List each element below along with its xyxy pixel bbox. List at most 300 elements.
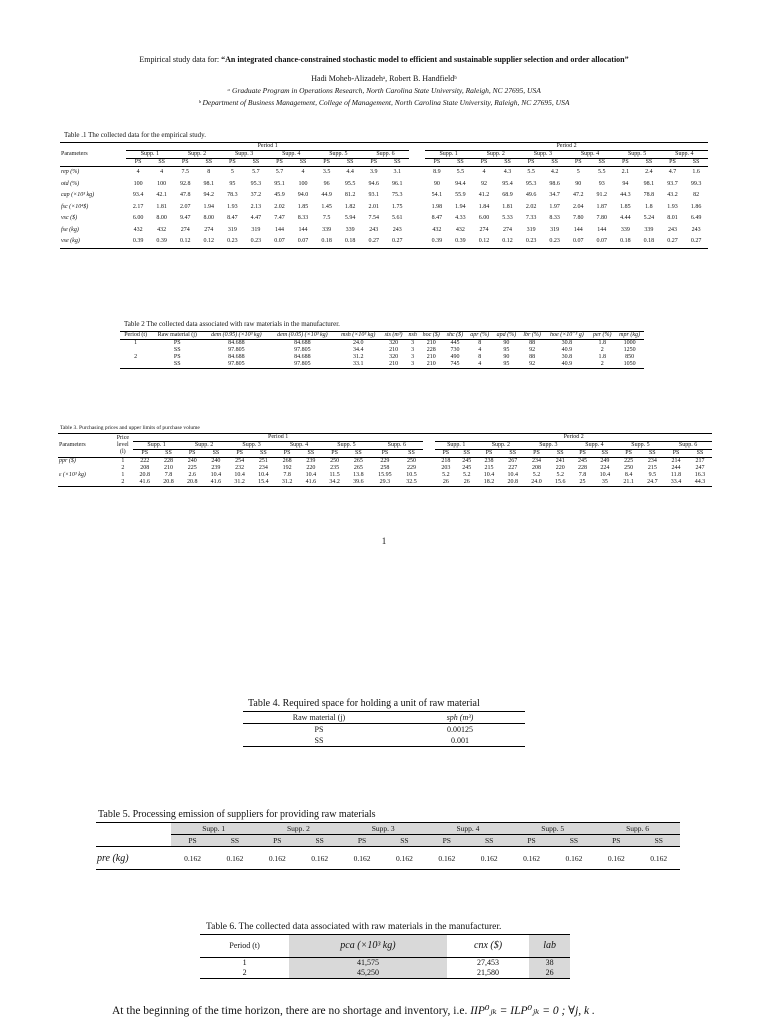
table1-ss-header: SS [205, 159, 213, 165]
table-cell: 8.47 [227, 215, 238, 222]
table-cell: 6.00 [132, 215, 144, 222]
table-cell: 244 [671, 465, 681, 471]
table1-gap [409, 167, 425, 179]
table3-supp-header: Supp. 3 [525, 442, 572, 450]
table-row [58, 479, 712, 487]
table1-ss-header: SS [346, 159, 354, 165]
table-cell: 0.162 [311, 853, 329, 863]
table6-caption: Table 6. The collected data associated with raw materials in the manufacturer. [206, 922, 502, 932]
table-cell: 45,250 [289, 968, 447, 979]
table3-row-label [58, 479, 113, 487]
document-title: Empirical study data for: “An integrated chance-constrained stochastic model to efficient and sustainable supplier selection and order allocation” [139, 55, 629, 64]
table-cell: 238 [484, 458, 494, 464]
table-cell: 3 [411, 354, 415, 360]
table-cell: 8 [478, 340, 482, 346]
table-cell: 43.2 [667, 192, 678, 199]
table-cell: 0.39 [156, 238, 167, 245]
table-cell: 30.8 [561, 340, 573, 346]
table1-row-label: fse (kg) [61, 226, 79, 233]
table3-level: 2 [121, 479, 125, 485]
table-cell: 75.3 [392, 192, 403, 199]
table-cell: 78.3 [227, 192, 238, 199]
table-cell: 243 [667, 226, 677, 233]
table-cell: SS [173, 347, 181, 353]
table-cell: 2.13 [250, 203, 262, 210]
table1-row-label: otd (%) [61, 180, 80, 187]
table-cell: 7.8 [283, 472, 291, 478]
table1-supp-header: Supp. 4 [268, 151, 315, 159]
table1-ps-header: PS [323, 159, 330, 165]
table-cell: 208 [531, 465, 541, 471]
table-cell: 3.1 [393, 169, 402, 176]
table-cell: 90 [503, 354, 510, 360]
table-cell: 2.02 [274, 203, 285, 210]
table-cell: 0.12 [179, 238, 191, 245]
table-cell: 2.4 [645, 169, 653, 176]
table-cell: 33.1 [352, 361, 364, 367]
table-cell: 319 [550, 226, 560, 233]
table-cell: 0.162 [565, 853, 583, 863]
table-cell: 11.8 [670, 472, 682, 478]
table3-ss-header: SS [260, 450, 267, 456]
table-cell: SS [173, 361, 181, 367]
table2 [120, 331, 644, 369]
table-cell: 320 [389, 354, 399, 360]
table-cell: 274 [479, 226, 489, 233]
table-cell: 2.02 [525, 203, 537, 210]
table1-ss-header: SS [299, 159, 307, 165]
table-cell: 97.805 [228, 347, 245, 353]
table-cell: 2.04 [572, 203, 584, 210]
table1-gap [409, 236, 425, 248]
table-cell: 274 [204, 226, 214, 233]
table1-gap [409, 190, 425, 202]
table-cell: 232 [235, 465, 245, 471]
table3-ps-header: PS [625, 450, 632, 456]
table3-row-label: ppr ($) [59, 458, 76, 464]
table-row [120, 347, 644, 354]
table5-ps-header: PS [341, 835, 383, 847]
table-cell: 1.87 [596, 203, 608, 210]
table-cell: 0.12 [478, 238, 490, 245]
table-cell: 6.00 [478, 215, 490, 222]
table1-ps-header: PS [622, 159, 629, 165]
table-cell: 210 [389, 361, 399, 367]
table6-col-header: cnx ($) [474, 940, 503, 951]
table-cell: 8.47 [431, 215, 443, 222]
table-cell: 8.4 [624, 472, 633, 478]
table3-ss-header: SS [509, 450, 517, 456]
table-cell: 94.2 [203, 192, 215, 199]
table4 [243, 711, 525, 747]
table-cell: 0.07 [596, 238, 608, 245]
table-cell: 7.33 [525, 215, 537, 222]
table5 [96, 822, 680, 870]
table6-col-header: lab [529, 935, 570, 958]
table-cell: 210 [426, 340, 436, 346]
table-cell: 3 [411, 340, 415, 346]
table3-supp-header: Supp. 5 [323, 442, 370, 450]
table-cell: 339 [345, 226, 355, 233]
table-cell: 267 [508, 458, 518, 464]
table-cell: 8.33 [297, 215, 309, 222]
table-cell: 1.98 [431, 203, 443, 210]
table-cell: 258 [380, 465, 390, 471]
table-cell: 16.3 [694, 472, 706, 478]
table1-supp-header: Supp. 3 [519, 151, 566, 159]
table1-ps-header: PS [433, 159, 441, 165]
table-row [120, 361, 644, 369]
table-cell: 210 [389, 347, 399, 353]
table-cell: 8.9 [433, 169, 441, 176]
table1-ss-header: SS [598, 159, 606, 165]
table1-ps-header: PS [181, 159, 189, 165]
table-cell: 34.2 [329, 479, 340, 485]
table-cell: 0.162 [650, 853, 668, 863]
table5-ss-header: SS [214, 835, 256, 847]
table4-caption: Table 4. Required space for holding a unit of raw material [248, 698, 480, 709]
table1-ss-header: SS [158, 159, 165, 165]
table1-supp-header: Supp. 1 [126, 151, 173, 159]
table3-param-header: Parameters [58, 434, 113, 458]
table-cell: 10.4 [599, 472, 611, 478]
table3-ss-header: SS [307, 450, 315, 456]
table-cell: 92 [480, 180, 487, 187]
table-cell: 95.4 [502, 180, 513, 187]
table-cell: 21,580 [477, 968, 500, 977]
table2-col-header: Period (t) [124, 332, 148, 338]
table-cell: 20.8 [186, 479, 198, 485]
table-cell: 1.85 [620, 203, 631, 210]
table3-ss-header: SS [463, 450, 471, 456]
table-cell: 245 [462, 458, 472, 464]
table-cell: 92 [529, 361, 536, 367]
table-cell: 41.6 [305, 479, 317, 485]
table3-ss-header: SS [696, 450, 704, 456]
table-cell: 4 [136, 169, 140, 176]
table-cell: 95.1 [274, 180, 285, 187]
table-cell: 0.00125 [447, 725, 473, 734]
table-cell: 7.8 [164, 472, 173, 478]
table2-col-header: hoe (×10⁻³ g) [550, 332, 584, 338]
table-cell: 96.1 [392, 180, 403, 187]
table-cell: 234 [647, 458, 657, 464]
table-cell: 4 [160, 169, 164, 176]
table5-ss-header: SS [553, 835, 595, 847]
table5-ps-header: PS [171, 835, 213, 847]
table-cell: 2 [600, 361, 604, 367]
table-cell: 0.27 [368, 238, 379, 245]
table-cell: 1.8 [598, 340, 606, 346]
footer-sentence: At the beginning of the time horizon, there are no shortage and inventory, i.e. IIP⁰ⱼₖ = ILP⁰ⱼₖ = 0 ; ∀j, k . [112, 1005, 595, 1017]
table-cell: 243 [392, 226, 402, 233]
table-cell: 98.1 [643, 180, 655, 187]
table-cell: 5.7 [275, 169, 284, 176]
table-cell: 7.47 [274, 215, 285, 222]
table-cell: 0.39 [455, 238, 466, 245]
table3-ss-header: SS [165, 450, 172, 456]
table2-col-header: shc ($) [446, 332, 464, 338]
table-cell: 20.8 [163, 479, 174, 485]
table5-ss-header: SS [383, 835, 425, 847]
table-cell: 97.805 [294, 347, 311, 353]
table-cell: 2.07 [179, 203, 191, 210]
table5-row-label: pre (kg) [97, 852, 129, 864]
table-cell: 1.6 [692, 169, 700, 176]
table1-period2: Period 2 [425, 143, 708, 151]
table-cell: 94.0 [297, 192, 309, 199]
table-row [60, 213, 708, 225]
table1-ss-header: SS [457, 159, 464, 165]
table-cell: 245 [578, 458, 588, 464]
table-cell: 432 [133, 226, 143, 233]
table1-ps-header: PS [370, 159, 378, 165]
table-row [243, 724, 525, 736]
table3-ps-header: PS [331, 450, 338, 456]
table-cell: 228 [426, 347, 436, 353]
table-cell: 192 [282, 465, 292, 471]
table-cell: 217 [695, 458, 705, 464]
table3-row-label [58, 465, 113, 472]
table-cell: 0.07 [572, 238, 584, 245]
table-cell: 228 [163, 458, 173, 464]
table-cell: 90 [575, 180, 582, 187]
table-cell: 7.80 [572, 215, 584, 222]
table-cell: 7.80 [596, 215, 608, 222]
table1-caption: Table .1 The collected data for the empirical study. [64, 131, 206, 139]
table-cell: 224 [600, 465, 610, 471]
table1-ss-header: SS [551, 159, 558, 165]
table-cell: 0.162 [226, 853, 244, 863]
table-cell: 8 [207, 169, 211, 176]
table2-col-header: lbr (%) [523, 332, 541, 338]
table1-row-label: cap (×10³ kg) [61, 192, 95, 199]
table3-level: 1 [121, 472, 125, 478]
table3-ps-header: PS [533, 450, 540, 456]
table-cell: 15.4 [258, 479, 269, 485]
table-cell: 1.97 [549, 203, 560, 210]
table-cell: 94 [622, 180, 629, 187]
table-cell: 25 [579, 479, 586, 485]
table3-ss-header: SS [408, 450, 415, 456]
table3-ps-header: PS [485, 450, 493, 456]
table-cell: 5.5 [456, 169, 465, 176]
table3-supp-header: Supp. 2 [180, 442, 227, 450]
table-cell: 41.6 [139, 479, 150, 485]
table2-col-header: msh (×10³ kg) [341, 332, 376, 338]
table2-col-header: nsh [408, 332, 417, 338]
table3-ps-header: PS [672, 450, 680, 456]
table-cell: 0.39 [431, 238, 443, 245]
table-cell: 95.3 [525, 180, 537, 187]
table-cell: 41,575 [289, 958, 447, 969]
table-cell: 432 [157, 226, 167, 233]
table-cell: 220 [555, 465, 565, 471]
table-cell: 0.07 [274, 238, 285, 245]
table3-supp-header: Supp. 2 [477, 442, 524, 450]
table-cell: 5.2 [532, 472, 541, 478]
table-cell: 93.4 [132, 192, 144, 199]
table-cell: 5 [230, 169, 234, 176]
table-cell: 4.4 [346, 169, 354, 176]
table-cell: 29.3 [379, 479, 391, 485]
table-cell: 0.18 [321, 238, 332, 245]
table-cell: 1050 [623, 361, 636, 367]
table3-ps-header: PS [579, 450, 586, 456]
table-cell: 44.3 [694, 479, 706, 485]
table-cell: 0.39 [132, 238, 144, 245]
table-cell: 6.49 [690, 215, 702, 222]
table-cell: 203 [441, 465, 451, 471]
table2-col-header: apd (%) [496, 332, 517, 338]
table-cell: 1.93 [667, 203, 678, 210]
table-cell: 92.8 [179, 180, 191, 187]
table-cell: 10.5 [406, 472, 417, 478]
table5-ps-header: PS [595, 835, 637, 847]
table-cell: 0.27 [690, 238, 702, 245]
table1-gap [409, 159, 425, 167]
table-cell: 41.6 [210, 479, 222, 485]
table-cell: 144 [274, 226, 284, 233]
table1-supp-header: Supp. 1 [425, 151, 472, 159]
table-cell: 10.4 [234, 472, 245, 478]
table-cell: 1.8 [645, 203, 653, 210]
table-cell: 215 [647, 465, 657, 471]
table-cell: 240 [187, 458, 197, 464]
table-cell: 10.4 [210, 472, 222, 478]
table-cell: 33.4 [670, 479, 682, 485]
table-cell: 225 [187, 465, 197, 471]
table-cell: 319 [251, 226, 261, 233]
table-cell: 81.2 [344, 192, 356, 199]
table1-supp-header: Supp. 2 [173, 151, 220, 159]
table2-col-header: per (%) [592, 332, 612, 338]
table1-supp-header: Supp. 6 [362, 151, 409, 159]
table-cell: 1.82 [344, 203, 356, 210]
table-cell: 1.81 [502, 203, 513, 210]
table1-ss-header: SS [692, 159, 700, 165]
table-row [60, 167, 708, 179]
affiliation-a: ᵃ Graduate Program in Operations Research, North Carolina State University, Raleigh, NC 27695, USA [227, 86, 541, 95]
table-cell: 8 [478, 354, 482, 360]
table-cell: 27,453 [477, 958, 500, 967]
table1-gap [409, 151, 425, 159]
table-row [60, 236, 708, 248]
table-row [58, 458, 712, 466]
table-cell: 7.5 [181, 169, 189, 176]
table-cell: 95 [229, 180, 236, 187]
table1 [60, 142, 708, 249]
table-cell: 5.7 [252, 169, 260, 176]
table2-col-header: dem (0.05) (×10³ kg) [277, 332, 328, 338]
table-cell: 18.2 [483, 479, 495, 485]
authors: Hadi Moheb-Alizadehᵃ, Robert B. Handfieldᵇ [311, 74, 457, 83]
table-cell: 144 [573, 226, 583, 233]
table3-row-label: ε (×10³ kg) [59, 472, 86, 478]
table-row [96, 847, 680, 870]
table3-price-level: Price level (l) [113, 434, 133, 458]
table-cell: 250 [624, 465, 634, 471]
table-cell: 0.162 [438, 853, 456, 863]
table-cell: 225 [624, 458, 634, 464]
table-cell: 49.6 [525, 192, 537, 199]
table-cell: 92 [529, 347, 536, 353]
table-cell: 90 [433, 180, 440, 187]
table-cell: 24.7 [647, 479, 658, 485]
table5-supp-header: Supp. 2 [256, 823, 341, 835]
table-cell: 0.07 [297, 238, 309, 245]
table-cell: 320 [389, 340, 399, 346]
table5-ss-header: SS [468, 835, 510, 847]
table3-ss-header: SS [601, 450, 609, 456]
table1-ss-header: SS [252, 159, 260, 165]
table-cell: 5.33 [502, 215, 513, 222]
table-cell: 1.94 [203, 203, 215, 210]
table-cell: 95.5 [344, 180, 356, 187]
table-cell: 95 [503, 361, 510, 367]
table-cell: 0.162 [395, 853, 413, 863]
table5-supp-header: Supp. 4 [426, 823, 511, 835]
table-cell: 0.162 [607, 853, 625, 863]
table-cell: 100 [298, 180, 308, 187]
table-cell: 268 [282, 458, 292, 464]
affiliation-b: ᵇ Department of Business Management, College of Management, North Carolina State University, Raleigh, NC 27695, USA [198, 98, 570, 107]
table5-blank [96, 835, 171, 847]
table3-ps-header: PS [381, 450, 389, 456]
table-cell: 91.2 [596, 192, 608, 199]
table-cell: 4 [478, 347, 482, 353]
table-cell: 93.1 [368, 192, 379, 199]
table-cell: 249 [600, 458, 610, 464]
table1-supp-header: Supp. 5 [315, 151, 362, 159]
table3-ps-header: PS [283, 450, 291, 456]
table-cell: 98.6 [549, 180, 560, 187]
table-cell: 265 [353, 465, 363, 471]
table-cell: 95 [503, 347, 510, 353]
table-cell: 215 [484, 465, 494, 471]
table-cell: 1.85 [297, 203, 309, 210]
table-cell: 0.12 [203, 238, 215, 245]
table-cell: 32.5 [406, 479, 417, 485]
table-cell: 239 [211, 465, 221, 471]
table1-ss-header: SS [645, 159, 653, 165]
table-cell: 2 [242, 968, 247, 977]
table-cell: 21.1 [623, 479, 634, 485]
table-cell: 243 [691, 226, 701, 233]
table-cell: SS [314, 736, 324, 745]
table-cell: 10.4 [258, 472, 269, 478]
table3-gap [423, 458, 435, 466]
table-cell: 319 [526, 226, 536, 233]
table-cell: 88 [529, 340, 536, 346]
table-cell: 432 [455, 226, 465, 233]
table5-ps-header: PS [510, 835, 552, 847]
table-cell: 40.9 [561, 347, 573, 353]
table-cell: 0.162 [268, 853, 286, 863]
table1-supp-header: Supp. 4 [661, 151, 708, 159]
table-cell: 37.2 [250, 192, 262, 199]
table-cell: 0.23 [250, 238, 262, 245]
table-cell: 3 [411, 361, 415, 367]
table-cell: 26 [442, 479, 449, 485]
table-cell: 5.2 [442, 472, 450, 478]
table1-supp-header: Supp. 4 [566, 151, 613, 159]
table-cell: 234 [258, 465, 268, 471]
table-cell: 218 [441, 458, 451, 464]
table-cell: 35 [601, 479, 608, 485]
table-cell: 31.2 [234, 479, 245, 485]
table-cell: 1.86 [690, 203, 702, 210]
